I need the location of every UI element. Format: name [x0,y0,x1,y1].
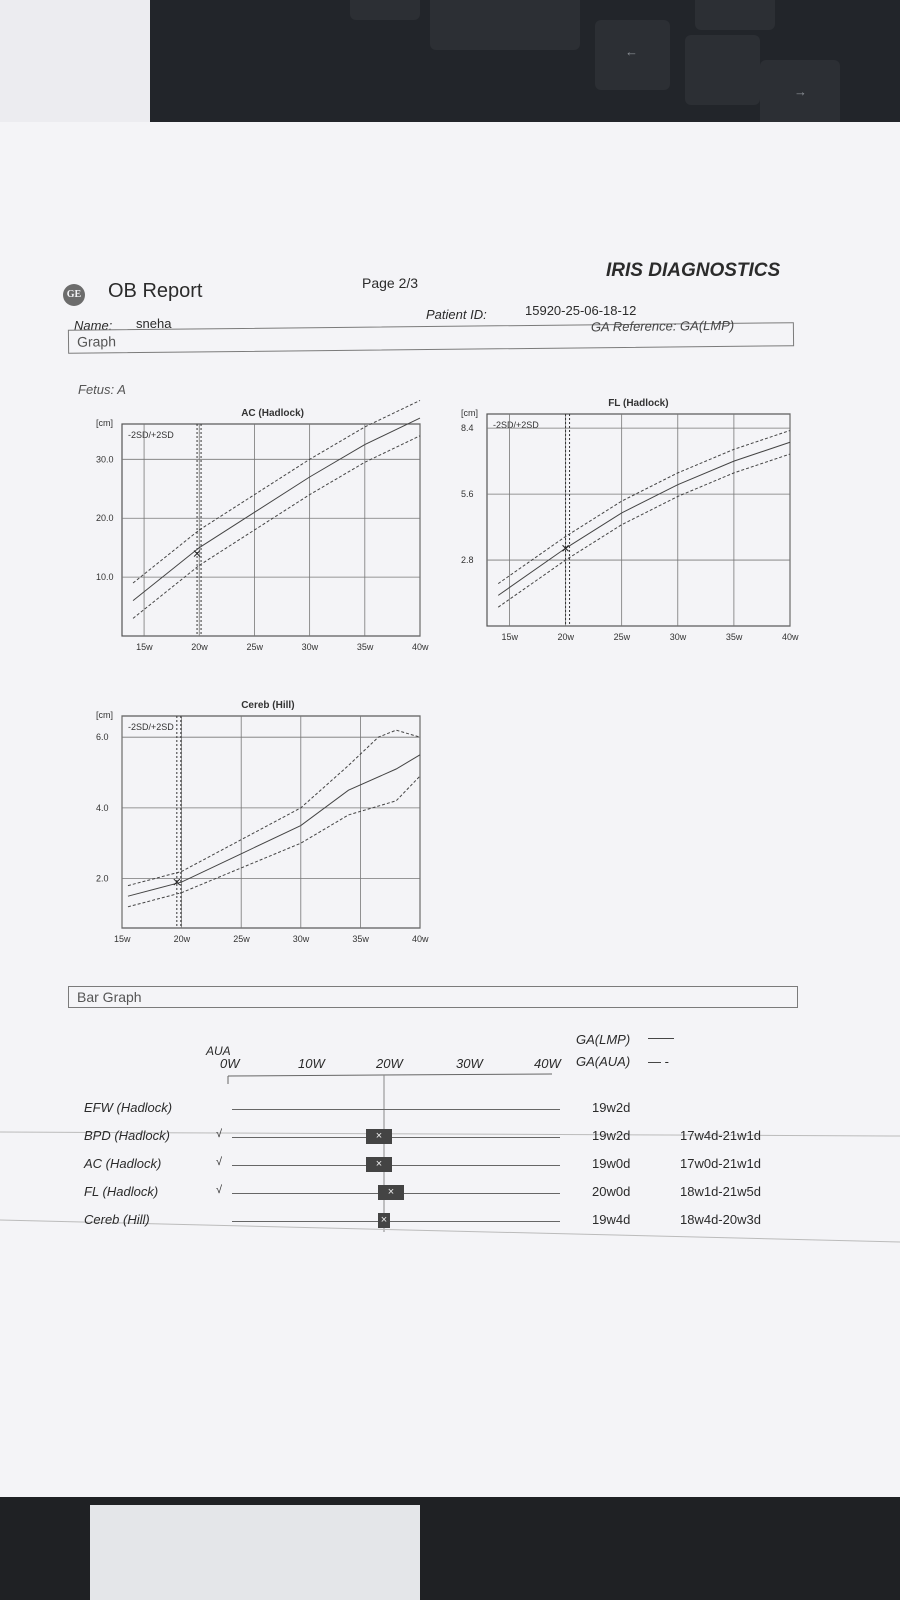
x-tick-label: 25w [246,642,263,652]
report-page [0,122,900,1497]
page-number: Page 2/3 [362,275,419,291]
bar-tick-30: 30W [456,1056,483,1071]
bar-row-ga: 19w2d [592,1128,631,1143]
fetus-label: Fetus: A [78,382,126,397]
chart-title: AC (Hadlock) [241,408,304,419]
bar-row-range: 18w4d-20w3d [680,1212,761,1227]
ga-range-box: × [378,1185,404,1200]
x-tick-label: 35w [352,934,369,944]
y-tick-label: 6.0 [96,732,109,743]
x-tick-label: 30w [301,642,319,652]
cloth [90,1505,420,1600]
x-tick-label: 30w [292,934,310,944]
chart-title: Cereb (Hill) [241,700,295,711]
bar-row-track [232,1165,560,1166]
ctrl-key [430,0,580,50]
bar-graph-axis [0,122,900,1497]
x-tick-label: 40w [412,934,429,944]
y-tick-label: 5.6 [461,489,474,500]
y-tick-label: 2.0 [96,873,109,884]
bar-row-name: EFW (Hadlock) [84,1100,173,1115]
key [350,0,420,20]
ga-range-box [366,1101,370,1116]
x-tick-label: 35w [725,632,743,642]
report-title: OB Report [108,280,203,302]
bar-row-range: 17w0d-21w1d [680,1156,761,1171]
ga-range-box: × [366,1157,392,1172]
y-axis-unit: [cm] [96,710,113,720]
bar-graph-label: Bar Graph [77,989,142,1005]
bar-row-ga: 20w0d [592,1184,631,1199]
bar-tick-40: 40W [534,1056,561,1071]
y-axis-unit: [cm] [461,408,478,418]
x-tick-label: 35w [356,642,374,652]
ga-reference: GA Reference: GA(LMP) [590,317,735,335]
bar-row-track [232,1221,560,1222]
x-tick-label: 15w [501,632,518,642]
x-tick-label: 30w [669,632,687,642]
x-tick-label: 15w [114,934,131,944]
bar-row-ga: 19w2d [592,1100,631,1115]
legend-ga-lmp: GA(LMP) [576,1032,631,1047]
arrow-right-key: → [760,60,840,130]
bar-row-range: 18w1d-21w5d [680,1184,761,1199]
clinic-name: IRIS DIAGNOSTICS [606,260,781,281]
bar-tick-10: 10W [298,1056,325,1071]
x-tick-label: 25w [233,934,250,944]
bar-tick-20: 20W [376,1056,403,1071]
bar-row-check: √ [216,1156,223,1168]
y-tick-label: 30.0 [96,454,114,465]
bar-row-name: Cereb (Hill) [84,1212,150,1227]
x-tick-label: 20w [191,642,208,652]
bar-row-name: AC (Hadlock) [84,1156,162,1171]
ge-logo-icon: GE [63,284,85,306]
sd-legend: -2SD/+2SD [493,420,539,430]
graph-label: Graph [76,333,117,350]
bar-tick-0: 0W [220,1056,240,1071]
bar-row-name: FL (Hadlock) [84,1184,159,1199]
patient-id-value: 15920-25-06-18-12 [525,303,637,318]
y-axis-unit: [cm] [96,418,113,428]
ga-range-box: × [378,1213,390,1228]
bar-axis-label: AUA [206,1044,231,1058]
key [695,0,775,30]
bar-row-name: BPD (Hadlock) [84,1128,170,1143]
sd-legend: -2SD/+2SD [128,722,174,732]
y-tick-label: 8.4 [461,423,474,434]
legend-ga-lmp-line: —— [648,1030,674,1045]
x-tick-label: 20w [173,934,191,944]
bar-row-check: √ [216,1128,223,1140]
chart-title: FL (Hadlock) [608,398,669,409]
sd-legend: -2SD/+2SD [128,430,174,440]
x-tick-label: 20w [557,632,575,642]
arrow-left-key: ← [595,20,670,90]
name-label: Name: [74,318,113,333]
bar-row-range: 17w4d-21w1d [680,1128,761,1143]
key [685,35,760,105]
x-tick-label: 40w [412,642,429,652]
legend-ga-aua: GA(AUA) [576,1054,631,1069]
x-tick-label: 40w [782,632,799,642]
legend-ga-aua-line: — - [648,1054,669,1069]
y-tick-label: 2.8 [461,555,474,566]
bar-row-check: √ [216,1184,223,1196]
patient-name: sneha [136,316,172,331]
y-tick-label: 20.0 [96,513,114,524]
bar-row-track [232,1137,560,1138]
bar-row-track [232,1109,560,1110]
bar-row-ga: 19w0d [592,1156,631,1171]
y-tick-label: 10.0 [96,572,114,583]
x-tick-label: 15w [136,642,153,652]
bar-row-ga: 19w4d [592,1212,631,1227]
y-tick-label: 4.0 [96,802,109,813]
ga-range-box: × [366,1129,392,1144]
x-tick-label: 25w [613,632,631,642]
patient-id-label: Patient ID: [426,307,487,322]
